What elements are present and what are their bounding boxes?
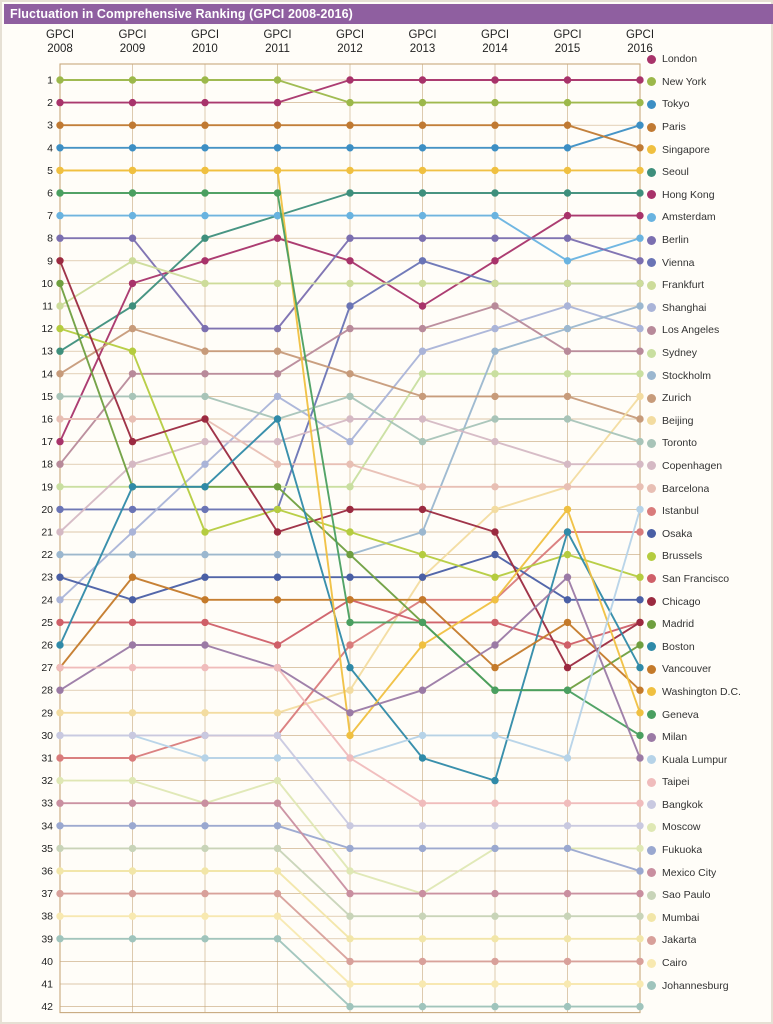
legend-item[interactable]: [647, 613, 767, 636]
legend-item[interactable]: [647, 771, 767, 794]
legend-item[interactable]: [647, 794, 767, 817]
svg-text:28: 28: [41, 684, 53, 697]
legend-label: Frankfurt: [662, 279, 705, 292]
svg-text:16: 16: [41, 413, 53, 426]
legend-item[interactable]: [647, 455, 767, 478]
legend-item[interactable]: [647, 410, 767, 433]
legend-swatch-icon: [647, 190, 656, 199]
legend-item[interactable]: [647, 48, 767, 71]
svg-text:2016: 2016: [627, 43, 653, 55]
svg-text:41: 41: [41, 978, 53, 991]
legend-item[interactable]: [647, 477, 767, 500]
legend-swatch-icon: [647, 846, 656, 855]
svg-text:25: 25: [41, 616, 53, 629]
legend-item[interactable]: [647, 568, 767, 591]
legend-swatch-icon: [647, 552, 656, 561]
legend-label: Los Angeles: [662, 324, 720, 337]
svg-text:8: 8: [47, 232, 53, 245]
legend-item[interactable]: [647, 816, 767, 839]
legend-label: Mexico City: [662, 866, 717, 879]
legend-label: Cairo: [662, 957, 688, 970]
legend-swatch-icon: [647, 891, 656, 900]
legend-swatch-icon: [647, 642, 656, 651]
legend-label: Sydney: [662, 347, 698, 360]
svg-text:4: 4: [47, 142, 53, 155]
legend-item[interactable]: [647, 93, 767, 116]
svg-text:13: 13: [41, 345, 53, 358]
legend-swatch-icon: [647, 574, 656, 583]
svg-text:35: 35: [41, 842, 53, 855]
legend-item[interactable]: [647, 635, 767, 658]
legend-item[interactable]: [647, 590, 767, 613]
svg-text:3: 3: [47, 119, 53, 132]
legend-swatch-icon: [647, 936, 656, 945]
legend-item[interactable]: [647, 184, 767, 207]
legend-label: Bangkok: [662, 798, 703, 811]
legend-swatch-icon: [647, 213, 656, 222]
svg-text:27: 27: [41, 662, 53, 675]
legend-swatch-icon: [647, 55, 656, 64]
legend-swatch-icon: [647, 959, 656, 968]
legend-label: Barcelona: [662, 482, 710, 495]
svg-text:15: 15: [41, 390, 53, 403]
svg-text:GPCI: GPCI: [45, 29, 75, 41]
svg-text:21: 21: [41, 526, 53, 539]
legend-swatch-icon: [647, 439, 656, 448]
svg-text:GPCI: GPCI: [263, 29, 292, 41]
svg-text:38: 38: [41, 910, 53, 923]
legend-item[interactable]: [647, 839, 767, 862]
legend-swatch-icon: [647, 868, 656, 877]
legend-item[interactable]: [647, 206, 767, 229]
legend-label: Boston: [662, 640, 695, 653]
legend-swatch-icon: [647, 800, 656, 809]
legend-label: New York: [662, 75, 707, 88]
legend-item[interactable]: [647, 907, 767, 930]
legend-item[interactable]: [647, 974, 767, 997]
svg-text:26: 26: [41, 639, 53, 652]
svg-text:14: 14: [41, 368, 53, 381]
legend-item[interactable]: [647, 681, 767, 704]
legend-item[interactable]: [647, 116, 767, 139]
legend-swatch-icon: [647, 687, 656, 696]
legend-label: Madrid: [662, 618, 695, 631]
legend-label: Jakarta: [662, 934, 697, 947]
legend-swatch-icon: [647, 258, 656, 267]
legend-item[interactable]: [647, 726, 767, 749]
svg-text:2014: 2014: [482, 43, 508, 55]
svg-text:18: 18: [41, 458, 53, 471]
svg-text:42: 42: [41, 1001, 53, 1014]
svg-text:20: 20: [41, 503, 53, 516]
legend-swatch-icon: [647, 913, 656, 922]
svg-text:2008: 2008: [47, 43, 73, 55]
legend-label: Beijing: [662, 414, 694, 427]
legend-label: Seoul: [662, 166, 689, 179]
legend-item[interactable]: [647, 884, 767, 907]
x-axis-labels: [46, 29, 654, 55]
legend-item[interactable]: [647, 342, 767, 365]
legend-label: Geneva: [662, 708, 699, 721]
legend-item[interactable]: [647, 71, 767, 94]
svg-text:1: 1: [47, 74, 53, 87]
legend-swatch-icon: [647, 665, 656, 674]
svg-text:31: 31: [41, 752, 53, 765]
page-title: Fluctuation in Comprehensive Ranking (GPCI 2008-2016): [4, 4, 773, 24]
legend-swatch-icon: [647, 416, 656, 425]
svg-text:2: 2: [47, 97, 53, 110]
svg-text:5: 5: [47, 164, 53, 177]
legend-item[interactable]: [647, 861, 767, 884]
legend-label: Amsterdam: [662, 211, 716, 224]
svg-text:22: 22: [41, 549, 53, 562]
legend-swatch-icon: [647, 620, 656, 629]
legend-swatch-icon: [647, 123, 656, 132]
svg-text:37: 37: [41, 888, 53, 901]
svg-text:GPCI: GPCI: [625, 29, 655, 41]
legend-label: Paris: [662, 121, 686, 134]
legend-swatch-icon: [647, 981, 656, 990]
legend-item[interactable]: [647, 432, 767, 455]
svg-text:12: 12: [41, 323, 53, 336]
legend-label: Taipei: [662, 776, 690, 789]
legend-item[interactable]: [647, 952, 767, 975]
legend-item[interactable]: [647, 319, 767, 342]
legend-swatch-icon: [647, 349, 656, 358]
legend-item[interactable]: [647, 522, 767, 545]
legend-swatch-icon: [647, 100, 656, 109]
svg-text:24: 24: [41, 594, 53, 607]
legend-label: Zurich: [662, 392, 692, 405]
legend-label: Johannesburg: [662, 979, 729, 992]
legend-label: Hong Kong: [662, 188, 715, 201]
legend-label: Istanbul: [662, 505, 699, 518]
svg-text:GPCI: GPCI: [553, 29, 582, 41]
legend-label: Osaka: [662, 527, 693, 540]
legend-item[interactable]: [647, 929, 767, 952]
svg-text:33: 33: [41, 797, 53, 810]
legend-label: Singapore: [662, 143, 710, 156]
legend-item[interactable]: [647, 658, 767, 681]
legend-swatch-icon: [647, 529, 656, 538]
legend-item[interactable]: [647, 387, 767, 410]
svg-text:19: 19: [41, 481, 53, 494]
legend-item[interactable]: [647, 364, 767, 387]
legend-item[interactable]: [647, 297, 767, 320]
legend-label: Vienna: [662, 256, 695, 269]
svg-text:2012: 2012: [337, 43, 363, 55]
svg-text:10: 10: [41, 277, 53, 290]
legend-item[interactable]: [647, 251, 767, 274]
svg-text:GPCI: GPCI: [408, 29, 437, 41]
svg-text:29: 29: [41, 707, 53, 720]
legend-item[interactable]: [647, 500, 767, 523]
legend-item[interactable]: [647, 161, 767, 184]
legend-item[interactable]: [647, 545, 767, 568]
svg-text:2015: 2015: [554, 43, 581, 55]
legend-item[interactable]: [647, 748, 767, 771]
legend-label: Tokyo: [662, 98, 690, 111]
legend-item[interactable]: [647, 138, 767, 161]
legend-swatch-icon: [647, 710, 656, 719]
svg-text:6: 6: [47, 187, 53, 200]
legend-label: San Francisco: [662, 572, 730, 585]
legend-item[interactable]: [647, 703, 767, 726]
svg-text:2011: 2011: [265, 43, 290, 55]
svg-text:11: 11: [42, 300, 53, 313]
legend-label: Washington D.C.: [662, 685, 741, 698]
legend-label: Stockholm: [662, 369, 712, 382]
legend-label: Mumbai: [662, 911, 700, 924]
svg-text:GPCI: GPCI: [335, 29, 365, 41]
svg-text:36: 36: [41, 865, 53, 878]
legend-label: Vancouver: [662, 663, 712, 676]
legend-label: Sao Paulo: [662, 889, 711, 902]
legend-label: Fukuoka: [662, 844, 703, 857]
svg-text:9: 9: [47, 255, 53, 268]
legend-label: Chicago: [662, 595, 701, 608]
legend-swatch-icon: [647, 778, 656, 787]
svg-text:40: 40: [41, 955, 53, 968]
legend-swatch-icon: [647, 303, 656, 312]
chart-legend: [647, 48, 767, 997]
legend-label: Moscow: [662, 821, 701, 834]
legend-swatch-icon: [647, 236, 656, 245]
legend-swatch-icon: [647, 394, 656, 403]
svg-text:GPCI: GPCI: [480, 29, 510, 41]
svg-text:23: 23: [41, 571, 53, 584]
legend-swatch-icon: [647, 755, 656, 764]
legend-item[interactable]: [647, 229, 767, 252]
svg-text:17: 17: [41, 436, 53, 449]
svg-text:2009: 2009: [119, 43, 146, 55]
svg-text:2013: 2013: [409, 43, 436, 55]
svg-text:2010: 2010: [192, 43, 218, 55]
legend-swatch-icon: [647, 281, 656, 290]
svg-text:GPCI: GPCI: [118, 29, 147, 41]
legend-swatch-icon: [647, 461, 656, 470]
legend-swatch-icon: [647, 597, 656, 606]
legend-swatch-icon: [647, 168, 656, 177]
svg-text:7: 7: [47, 210, 53, 223]
legend-swatch-icon: [647, 145, 656, 154]
legend-swatch-icon: [647, 507, 656, 516]
legend-label: Copenhagen: [662, 459, 723, 472]
legend-swatch-icon: [647, 77, 656, 86]
legend-label: Milan: [662, 731, 688, 744]
legend-label: Kuala Lumpur: [662, 753, 728, 766]
legend-swatch-icon: [647, 371, 656, 380]
legend-label: Shanghai: [662, 301, 707, 314]
legend-swatch-icon: [647, 484, 656, 493]
svg-text:GPCI: GPCI: [190, 29, 220, 41]
svg-text:39: 39: [41, 933, 53, 946]
legend-label: Berlin: [662, 234, 689, 247]
legend-label: London: [662, 53, 698, 66]
legend-swatch-icon: [647, 823, 656, 832]
y-axis-labels: [41, 75, 53, 1014]
legend-swatch-icon: [647, 733, 656, 742]
svg-text:34: 34: [41, 820, 53, 833]
legend-label: Brussels: [662, 550, 703, 563]
legend-swatch-icon: [647, 326, 656, 335]
legend-label: Toronto: [662, 437, 698, 450]
legend-item[interactable]: [647, 274, 767, 297]
svg-text:32: 32: [41, 775, 53, 788]
svg-text:30: 30: [41, 729, 53, 742]
